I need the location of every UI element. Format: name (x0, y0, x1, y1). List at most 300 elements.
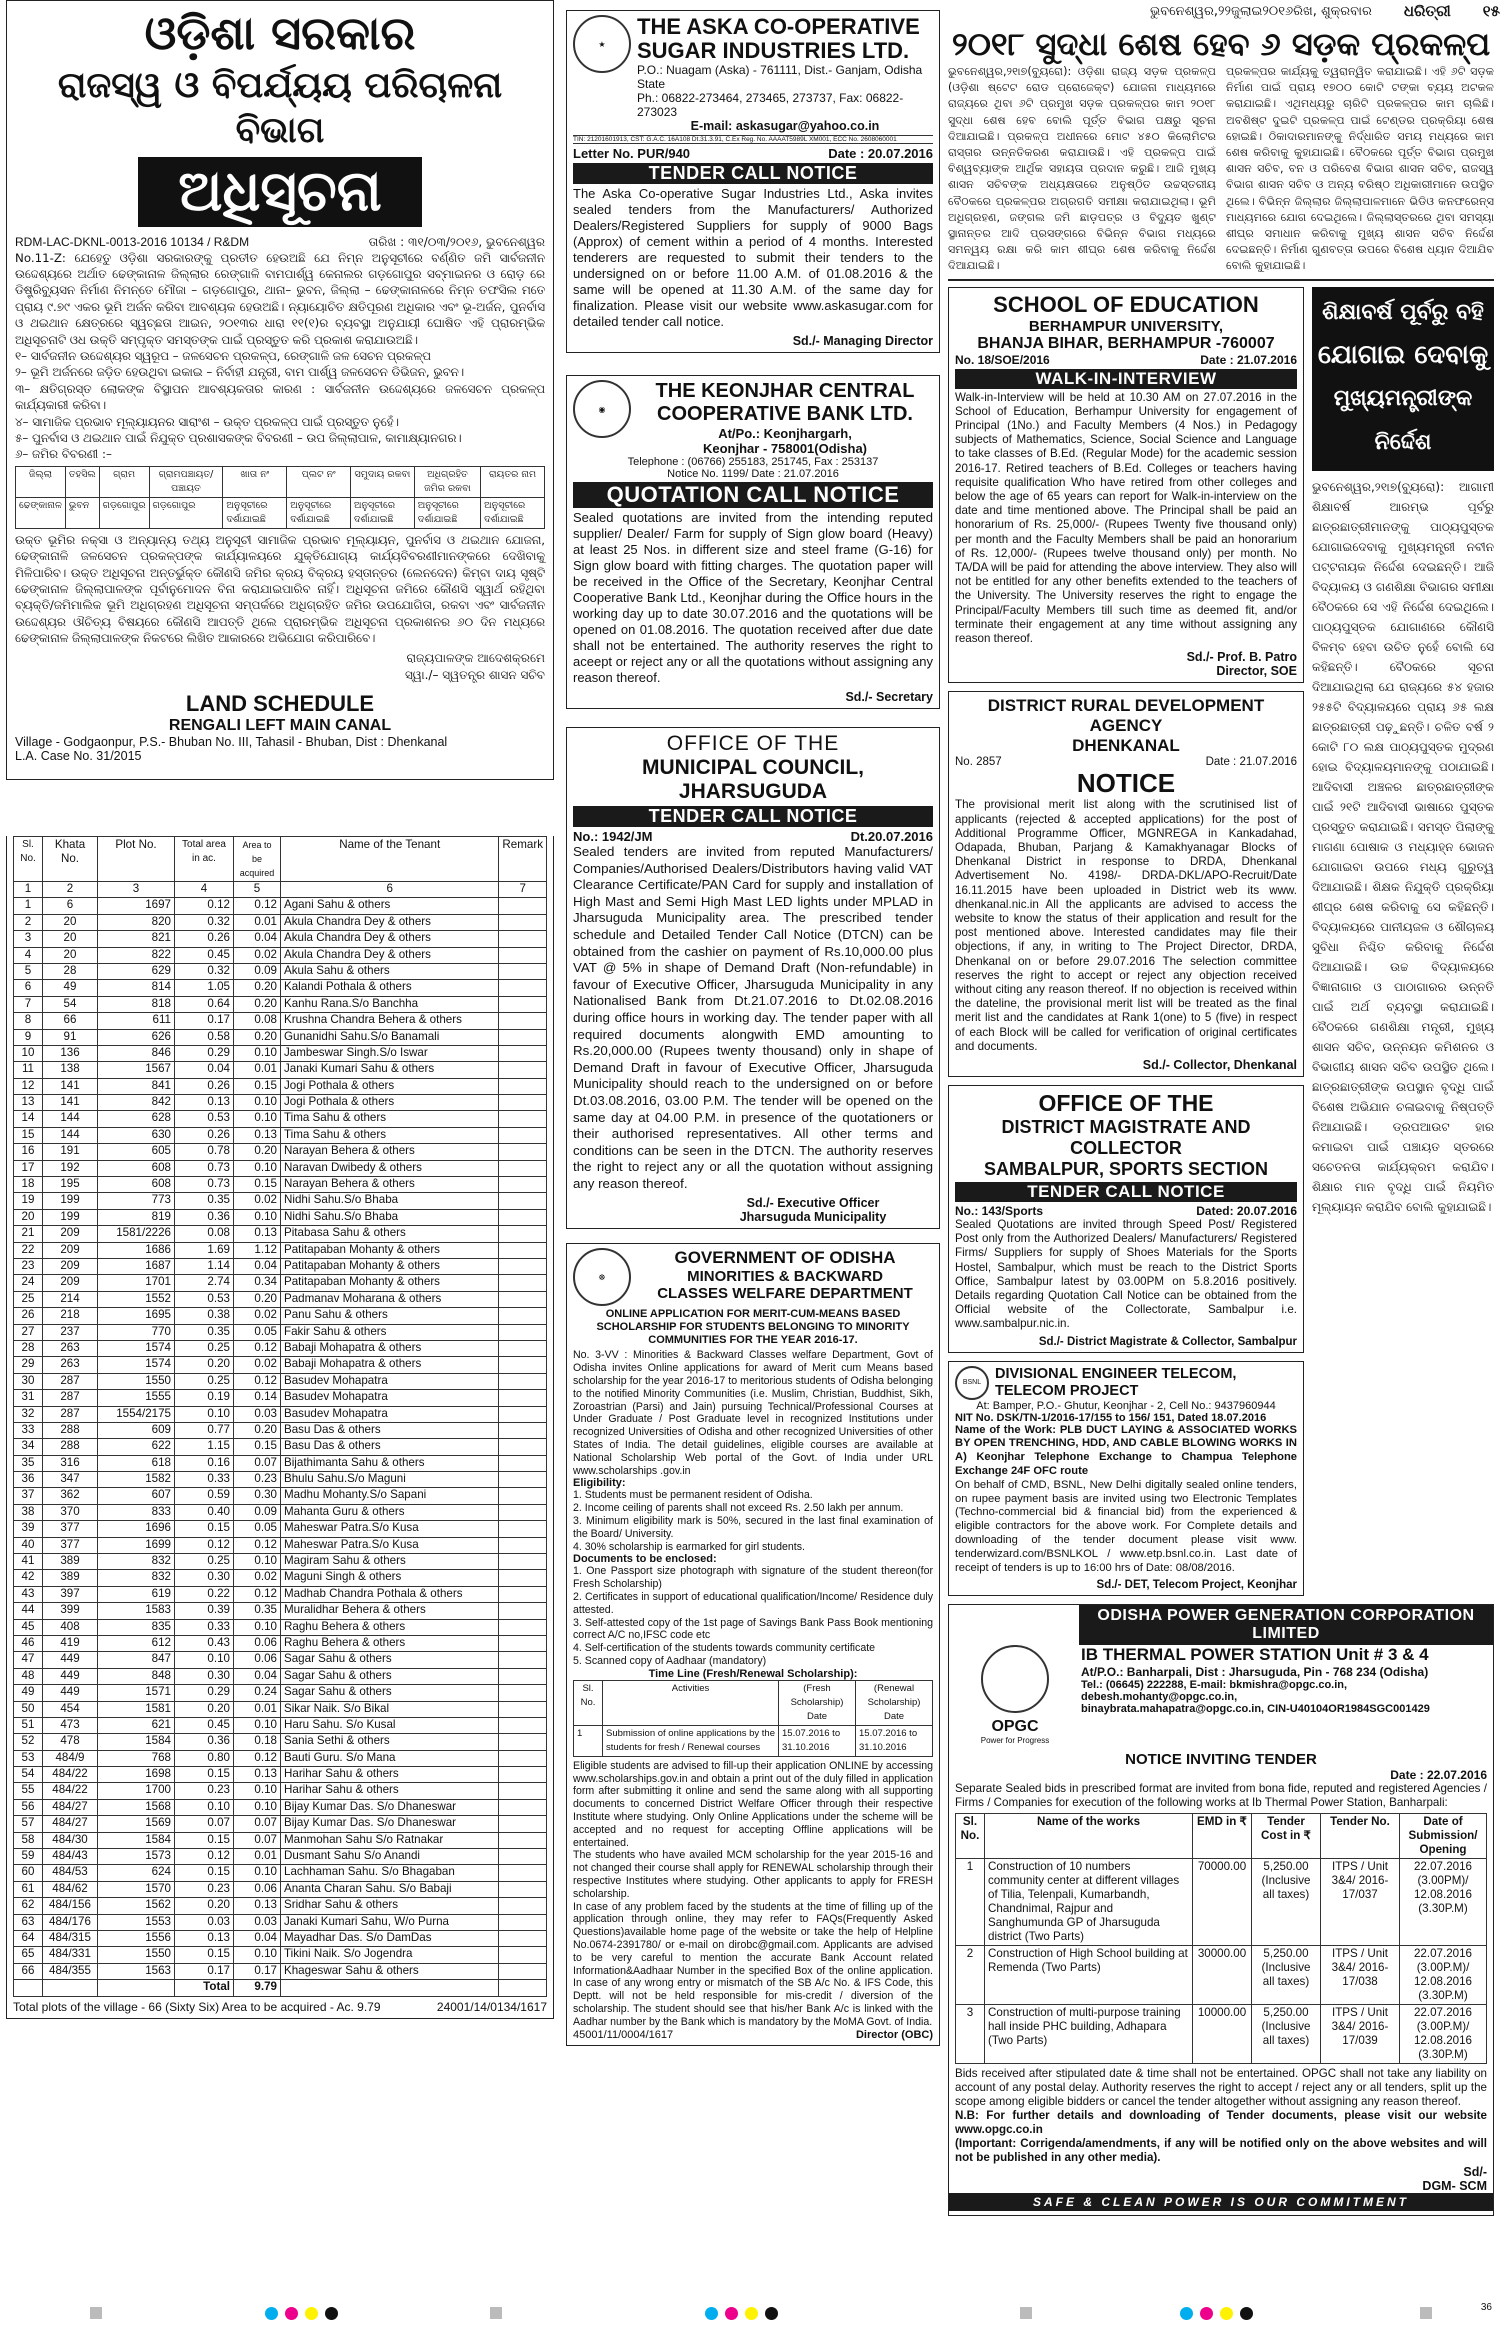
headline-title: ୨୦୧୮ ସୁଦ୍ଧା ଶେଷ ହେବ ୬ ସଡ଼କ ପ୍ରକଳ୍ପ (951, 25, 1491, 63)
table-cell (499, 1472, 547, 1488)
table-cell: 0.23 (175, 1881, 234, 1897)
side-story-heading (1312, 287, 1494, 471)
table-cell: 0.13 (234, 1226, 281, 1242)
table-cell: Sikar Naik. S/o Bikal (281, 1701, 499, 1717)
table-cell: 833 (98, 1504, 175, 1520)
table-cell: 0.10 (175, 1652, 234, 1668)
table-cell: 287 (43, 1390, 98, 1406)
drda-line-2: DHENKANAL (1072, 736, 1180, 756)
table-header: Name of the Tenant (281, 837, 499, 882)
table-cell: 144 (43, 1127, 98, 1143)
masthead-page: ୧୫ (1482, 2, 1500, 20)
table-cell: Sridhar Sahu & others (281, 1898, 499, 1914)
table-header: (Fresh Scholarship) Date (779, 1680, 856, 1725)
timeline-table (573, 1680, 933, 1757)
aska-header (573, 15, 933, 133)
table-row (14, 1258, 547, 1274)
table-cell: Sagar Sahu & others (281, 1668, 499, 1684)
notice-heading (15, 5, 545, 227)
table-cell: 399 (43, 1603, 98, 1619)
table-row (14, 1160, 547, 1176)
table-cell: 40 (14, 1537, 43, 1553)
jharsuguda-date: Dt.20.07.2016 (850, 829, 933, 844)
table-colnum: 4 (175, 882, 234, 898)
table-cell: 0.10 (234, 1160, 281, 1176)
table-cell: 9 (14, 1029, 43, 1045)
table-cell (499, 1111, 547, 1127)
cyan-dot (1180, 2307, 1193, 2320)
table-cell: 1695 (98, 1308, 175, 1324)
table-cell: 39 (14, 1521, 43, 1537)
table-cell: 1.14 (175, 1258, 234, 1274)
table-cell: 1581 (98, 1701, 175, 1717)
table-cell: 0.09 (234, 963, 281, 979)
table-cell: 136 (43, 1045, 98, 1061)
drda-date: Date : 21.07.2016 (1205, 756, 1297, 769)
schedule-footer-text: Total plots of the village - 66 (Sixty Six) Area to be acquired - Ac. 9.79 (13, 1999, 381, 2014)
table-cell: Basudev Mohapatra (281, 1406, 499, 1422)
table-cell: 6 (14, 980, 43, 996)
jharsuguda-sign-1: Sd./- Executive Officer (746, 1196, 880, 1211)
table-cell (499, 1914, 547, 1930)
table-cell: 484/9 (43, 1750, 98, 1766)
jharsuguda-body: Sealed tenders are invited from reputed Manufacturers/ Companies/Authorised Dealers/Distributors having valid VAT Clearance Certificate/PAN Card for supply and installation of High Mast and Semi High Mast LED lights under MPLAD in Jharsuguda Municipality area. The prescribed tender schedule and Detailed Tender Call Notice (DTCN) can be obtained from the cashier on payment of Rs.10,000.00 plus VAT @ 5% in shape of Demand Draft (Non-refundable) in favour of Executive Officer, Jharsuguda Municipality in any Nationalised Bank from Dt.21.07.2016 to Dt.02.08.2016 during office hours in working day. The tender paper with all required documents alongwith EMD amounting to Rs.20,000.00 (Rupees twenty thousand) only in shape of Demand Draft in favour of Executive Officer, Jharsuguda Municipality should reach to the undersigned on or before Dt.03.08.2016, 03.00 P.M. The tender will be opened on the same day at 04.00 P.M. in presence of the quotationers or their authorised representatives. All other terms and conditions can be seen in the DTCN. The authority reserves the right to reject any or all the quotation without assigning any reason thereof. (573, 844, 933, 1191)
table-cell: 0.15 (234, 1439, 281, 1455)
table-cell: 0.04 (234, 1931, 281, 1947)
table-cell: Patitapaban Mohanty & others (281, 1275, 499, 1291)
jharsuguda-no: No.: 1942/JM (573, 829, 653, 844)
table-cell: 419 (43, 1635, 98, 1651)
table-cell: 821 (98, 931, 175, 947)
table-cell: 362 (43, 1488, 98, 1504)
table-cell (499, 1488, 547, 1504)
table-row (14, 1963, 547, 1979)
table-cell: 1697 (98, 898, 175, 914)
table-cell: 0.64 (175, 996, 234, 1012)
table-cell: 0.45 (175, 947, 234, 963)
table-row (14, 1062, 547, 1078)
table-cell: 0.02 (234, 1357, 281, 1373)
table-cell: 195 (43, 1177, 98, 1193)
cyan-dot (705, 2307, 718, 2320)
school-line-1: SCHOOL OF EDUCATION (993, 291, 1259, 317)
table-cell (499, 1144, 547, 1160)
table-cell: 91 (43, 1029, 98, 1045)
table-row (14, 1554, 547, 1570)
table-cell: 1569 (98, 1816, 175, 1832)
table-cell: 0.32 (175, 914, 234, 930)
table-cell: 1584 (98, 1832, 175, 1848)
table-cell: 0.58 (175, 1029, 234, 1045)
table-cell: 1698 (98, 1767, 175, 1783)
table-cell: 0.14 (234, 1390, 281, 1406)
table-cell: 0.01 (234, 914, 281, 930)
drda-notice (948, 691, 1304, 1077)
table-cell: 35 (14, 1455, 43, 1471)
table-cell: 397 (43, 1586, 98, 1602)
table-header: Plot No. (98, 837, 175, 882)
table-cell: 0.03 (234, 1914, 281, 1930)
table-cell: Patitapaban Mohanty & others (281, 1242, 499, 1258)
table-cell: 1.15 (175, 1439, 234, 1455)
side-story-body: ଭୁବନେଶ୍ୱର,୨୧ା୭(ବ୍ୟୁରୋ): ଆଗାମୀ ଶିକ୍ଷାବର୍ଷ ଆରମ୍ଭ ପୂର୍ବରୁ ଛାତ୍ରଛାତ୍ରୀମାନଙ୍କୁ ପାଠ୍ୟପୁସ୍ତକ ଯୋଗାଇଦେବାକୁ ମୁଖ୍ୟମନ୍ତ୍ରୀ ନବୀନ ପଟ୍ଟନାୟକ ନିର୍ଦ୍ଦେଶ ଦେଇଛନ୍ତି। ଆଜି ବିଦ୍ୟାଳୟ ଓ ଗଣଶିକ୍ଷା ବିଭାଗର ସମୀକ୍ଷା ବୈଠକରେ ସେ ଏହି ନିର୍ଦ୍ଦେଶ ଦେଇଥିଲେ। ପାଠ୍ୟପୁସ୍ତକ ଯୋଗାଣରେ କୌଣସି ବିଳମ୍ବ ହେବା ଉଚିତ ନୁହେଁ ବୋଲି ସେ କହିଛନ୍ତି। ବୈଠକରେ ସୂଚନା ଦିଆଯାଇଥିଲା ଯେ ରାଜ୍ୟରେ ୫୪ ହଜାର ୨୫୫ଟି ବିଦ୍ୟାଳୟରେ ପ୍ରାୟ ୬୫ ଲକ୍ଷ ଛାତ୍ରଛାତ୍ରୀ ପଢ଼ୁଛନ୍ତି। ଚଳିତ ବର୍ଷ ୨ କୋଟି ୮୦ ଲକ୍ଷ ପାଠ୍ୟପୁସ୍ତକ ମୁଦ୍ରଣ ହୋଇ ବିଦ୍ୟାଳୟମାନଙ୍କୁ ପଠାଯାଇଛି। ଆଦିବାସୀ ଅଞ୍ଚଳର ଛାତ୍ରଛାତ୍ରୀଙ୍କ ପାଇଁ ୨୧ଟି ଆଦିବାସୀ ଭାଷାରେ ପୁସ୍ତକ ପ୍ରସ୍ତୁତ କରାଯାଇଛି। ସମସ୍ତ ପିଲାଙ୍କୁ ମାଗଣା ପୋଷାକ ଓ ମଧ୍ୟାହ୍ନ ଭୋଜନ ଯୋଗାଇବା ଉପରେ ମଧ୍ୟ ଗୁରୁତ୍ୱ ଦିଆଯାଇଛି। ଶିକ୍ଷକ ନିଯୁକ୍ତି ପ୍ରକ୍ରିୟା ଶୀଘ୍ର ଶେଷ କରିବାକୁ ସେ କହିଛନ୍ତି। ବିଦ୍ୟାଳୟରେ ପାନୀୟଜଳ ଓ ଶୌଚାଳୟ ସୁବିଧା ନିଶ୍ଚିତ କରିବାକୁ ନିର୍ଦ୍ଦେଶ ଦିଆଯାଇଛି। ଉଚ୍ଚ ବିଦ୍ୟାଳୟରେ ବିଜ୍ଞାନାଗାର ଓ ପାଠାଗାରର ଉନ୍ନତି ପାଇଁ ଅର୍ଥ ବ୍ୟବସ୍ଥା କରାଯାଇଛି। ବୈଠକରେ ଗଣଶିକ୍ଷା ମନ୍ତ୍ରୀ, ମୁଖ୍ୟ ଶାସନ ସଚିବ, ଉନ୍ନୟନ କମିଶନର ଓ ବିଭାଗୀୟ ଶାସନ ସଚିବ ଉପସ୍ଥିତ ଥିଲେ। ଛାତ୍ରଛାତ୍ରୀଙ୍କ ଉପସ୍ଥାନ ବୃଦ୍ଧି ପାଇଁ ବିଶେଷ ଅଭିଯାନ ଚଳାଇବାକୁ ନିଷ୍ପତ୍ତି ନିଆଯାଇଛି। ଡ୍ରପଆଉଟ ହାର କମାଇବା ପାଇଁ ପଞ୍ଚାୟତ ସ୍ତରରେ ସଚେତନତା କାର୍ଯ୍ୟକ୍ରମ କରାଯିବ। ଶିକ୍ଷାର ମାନ ବୃଦ୍ଧି ପାଇଁ ନିୟମିତ ମୂଲ୍ୟାୟନ କରାଯିବ ବୋଲି କୁହାଯାଇଛି। (1312, 479, 1494, 1214)
minorities-notice (566, 1243, 940, 2045)
schedule-code: 24001/14/0134/1617 (436, 1999, 547, 2014)
table-cell (499, 1078, 547, 1094)
table-cell: 30 (14, 1373, 43, 1389)
table-cell: 54 (43, 996, 98, 1012)
table-cell: 36 (14, 1472, 43, 1488)
table-cell (499, 1209, 547, 1225)
table-row (14, 1635, 547, 1651)
table-cell: 1700 (98, 1783, 175, 1799)
minorities-header (573, 1248, 933, 1306)
table-row (956, 1946, 1487, 2005)
table-cell (499, 1324, 547, 1340)
table-cell: Construction of High School building at Remenda (Two Parts) (985, 1946, 1193, 2005)
table-cell: 0.30 (234, 1488, 281, 1504)
mid-row (948, 287, 1494, 1605)
table-cell: 484/176 (43, 1914, 98, 1930)
table-colnum: 2 (43, 882, 98, 898)
table-row (14, 931, 547, 947)
table-row (14, 1668, 547, 1684)
sambalpur-line-1: OFFICE OF THE (1038, 1089, 1214, 1116)
table-cell: 484/53 (43, 1865, 98, 1881)
table-cell: 7 (14, 996, 43, 1012)
keonjhar-name-2: COOPERATIVE BANK LTD. (657, 403, 913, 425)
table-cell: Sania Sethi & others (281, 1734, 499, 1750)
table-cell: Pitabasa Sahu & others (281, 1226, 499, 1242)
table-cell: 622 (98, 1439, 175, 1455)
table-cell: 26 (14, 1308, 43, 1324)
table-cell: 63 (14, 1914, 43, 1930)
table-cell: 370 (43, 1504, 98, 1520)
aska-tin: TIN: 21201601913, CST: G.A.C. 16A108 Dt.31.3.91, C.Ex Reg. No. AAAAT5989L XM001, ECC No. 2608060001 (573, 135, 933, 144)
opgc-note-3: (Important: Corrigenda/amendments, if any will be notified only on the above websites and will not be published in any other media). (955, 2137, 1487, 2165)
keonjhar-sign: Sd./- Secretary (845, 690, 933, 704)
opgc-contact: Tel.: (06645) 222288, E-mail: bkmishra@opgc.co.in, debesh.mohanty@opgc.co.in, (1081, 1679, 1348, 1704)
school-bar: WALK-IN-INTERVIEW (955, 369, 1297, 389)
bsnl-logo-icon: BSNL (955, 1366, 989, 1400)
doc-item: 5. Scanned copy of Aadhaar (mandatory) (573, 1655, 767, 1667)
table-cell: 0.25 (175, 1373, 234, 1389)
table-cell (499, 1308, 547, 1324)
table-cell: 15 (14, 1127, 43, 1143)
table-cell: 0.07 (175, 1816, 234, 1832)
table-cell: 2.74 (175, 1275, 234, 1291)
aska-email: E-mail: askasugar@yahoo.co.in (690, 119, 880, 133)
table-cell: 0.04 (175, 1062, 234, 1078)
table-cell: Muralidhar Behera & others (281, 1603, 499, 1619)
notice-points (15, 348, 545, 463)
table-cell: Lachhaman Sahu. S/o Bhagaban (281, 1865, 499, 1881)
dept-title: ରାଜସ୍ୱ ଓ ବିପର୍ଯ୍ୟୟ ପରିଚାଳନା ବିଭାଗ (57, 64, 503, 151)
table-cell: Babaji Mohapatra & others (281, 1340, 499, 1356)
table-cell (499, 1865, 547, 1881)
table-row (14, 1095, 547, 1111)
school-line-2: BERHAMPUR UNIVERSITY, (1028, 317, 1224, 335)
table-cell: 47 (14, 1652, 43, 1668)
table-cell (499, 1275, 547, 1291)
table-cell: 44 (14, 1603, 43, 1619)
table-header-row (574, 1680, 933, 1725)
yellow-dot (1220, 2307, 1233, 2320)
table-cell: 199 (43, 1193, 98, 1209)
table-cell: 13 (14, 1095, 43, 1111)
table-cell: 842 (98, 1095, 175, 1111)
column-tenders (566, 0, 940, 2054)
table-cell: Bhulu Sahu.S/o Maguni (281, 1472, 499, 1488)
table-row (14, 1308, 547, 1324)
table-cell: 18 (14, 1177, 43, 1193)
table-cell: 65 (14, 1947, 43, 1963)
table-cell: 0.12 (234, 1537, 281, 1553)
table-cell: 15.07.2016 to 31.10.2016 (856, 1725, 933, 1756)
bsnl-title: DIVISIONAL ENGINEER TELECOM, TELECOM PROJECT (995, 1365, 1237, 1399)
table-cell: 0.02 (234, 1308, 281, 1324)
table-row (14, 1881, 547, 1897)
table-cell: 389 (43, 1570, 98, 1586)
table-cell: 0.20 (234, 996, 281, 1012)
table-cell (499, 1537, 547, 1553)
table-cell: 0.43 (175, 1635, 234, 1651)
table-cell: 0.80 (175, 1750, 234, 1766)
table-cell: Bijay Kumar Das. S/o Dhaneswar (281, 1799, 499, 1815)
table-cell: 1568 (98, 1799, 175, 1815)
table-cell: 847 (98, 1652, 175, 1668)
table-row (14, 1193, 547, 1209)
land-detail-table (15, 466, 545, 529)
table-cell: 1 (14, 898, 43, 914)
table-cell: 60 (14, 1865, 43, 1881)
table-cell: 20 (14, 1209, 43, 1225)
table-cell: Bauti Guru. S/o Mana (281, 1750, 499, 1766)
bsnl-notice (948, 1361, 1304, 1597)
table-cell: 0.73 (175, 1177, 234, 1193)
table-cell: Narayan Behera & others (281, 1177, 499, 1193)
table-cell: 0.03 (234, 1406, 281, 1422)
table-cell: 1574 (98, 1340, 175, 1356)
grey-square (1020, 2307, 1032, 2319)
table-cell: Khageswar Sahu & others (281, 1963, 499, 1979)
headline-columns (948, 64, 1494, 275)
table-cell: 0.29 (175, 1045, 234, 1061)
table-colnum: 7 (499, 882, 547, 898)
table-cell (499, 1668, 547, 1684)
table-cell (499, 996, 547, 1012)
headline-body-2: ପ୍ରକଳ୍ପର କାର୍ଯ୍ୟକୁ ତ୍ୱରାନ୍ୱିତ କରାଯାଇଛି। ଏହି ୬ଟି ସଡ଼କ ନିର୍ମାଣ ପାଇଁ ପ୍ରାୟ ୧୭୦୦ କୋଟି ଟଙ୍କା ବ୍ୟୟ ଅଟକଳ କରାଯାଇଛି। ଏଥିମଧ୍ୟରୁ ଚାରିଟି ପ୍ରକଳ୍ପର କାମ ଚାଲିଛି। ଅବଶିଷ୍ଟ ଦୁଇଟି ପ୍ରକଳ୍ପ ପାଇଁ ଟେଣ୍ଡର ପ୍ରକ୍ରିୟା ଶେଷ ହୋଇଛି। ଠିକାଦାରମାନଙ୍କୁ ନିର୍ଦ୍ଧାରିତ ସମୟ ମଧ୍ୟରେ କାମ ଶେଷ କରିବାକୁ କୁହାଯାଇଛି। ବୈଠକରେ ପୂର୍ତ୍ତ ବିଭାଗ ପ୍ରମୁଖ ଶାସନ ସଚିବ, ବନ ଓ ପରିବେଶ ବିଭାଗ ଶାସନ ସଚିବ, ରାଜସ୍ୱ ବିଭାଗ ଶାସନ ସଚିବ ଓ ଅନ୍ୟ ବରିଷ୍ଠ ଅଧିକାରୀମାନେ ଉପସ୍ଥିତ ଥିଲେ। ବିଭିନ୍ନ ଜିଲ୍ଲାର ଜିଲ୍ଲାପାଳମାନେ ଭିଡିଓ କନଫରେନ୍ସ ମାଧ୍ୟମରେ ଯୋଗ ଦେଇଥିଲେ। ଜିଲ୍ଲାସ୍ତରରେ ଥିବା ସମସ୍ୟା ଶୀଘ୍ର ସମାଧାନ କରିବାକୁ ମୁଖ୍ୟ ଶାସନ ସଚିବ ନିର୍ଦ୍ଦେଶ ଦେଇଛନ୍ତି। ନିର୍ମାଣ ଗୁଣବତ୍ତା ଉପରେ ବିଶେଷ ଧ୍ୟାନ ଦିଆଯିବ ବୋଲି କୁହାଯାଇଛି। (1226, 65, 1494, 273)
table-cell: 0.18 (234, 1734, 281, 1750)
table-cell: 27 (14, 1324, 43, 1340)
table-row (14, 1422, 547, 1438)
table-cell: 66 (14, 1963, 43, 1979)
table-cell: 56 (14, 1799, 43, 1815)
land-schedule (15, 691, 545, 763)
cyan-dot (265, 2307, 278, 2320)
keonjhar-notice (566, 375, 940, 709)
table-cell: 0.20 (175, 1898, 234, 1914)
table-row (14, 1357, 547, 1373)
table-cell: 32 (14, 1406, 43, 1422)
table-cell: 0.20 (234, 1422, 281, 1438)
table-row (14, 1013, 547, 1029)
table-cell: 626 (98, 1029, 175, 1045)
table-cell (14, 1980, 43, 1996)
table-cell: 43 (14, 1586, 43, 1602)
table-cell: 0.02 (234, 947, 281, 963)
table-cell: 22.07.2016 (3.00P.M)/ 12.08.2016 (3.30P.M) (1400, 2005, 1487, 2064)
table-row (14, 1439, 547, 1455)
table-cell: 0.07 (234, 1832, 281, 1848)
sambalpur-no-row (955, 1204, 1297, 1218)
table-cell: 1550 (98, 1947, 175, 1963)
drda-title: NOTICE (1076, 768, 1176, 799)
table-cell (499, 1554, 547, 1570)
table-cell: 0.23 (175, 1783, 234, 1799)
bsnl-body: On behalf of CMD, BSNL, New Delhi digitally sealed online tenders, on rupee payment basis are invited using two Electronic Templates (Techno-commercial bid & financial bid) from the experienced & eligible contractors for the above work. For Complete details and downloading of the tender document please visit www. tenderwizard.com/BSNLKOL / www.etp.bsnl.co.in. Last date of receipt of tenders is up to 16:00 hrs of Date: 08/08/2016. (955, 1478, 1297, 1574)
keonjhar-phone: Telephone : (06766) 255183, 251745, Fax : 253137 (627, 456, 879, 468)
minorities-footer (573, 2029, 933, 2041)
table-cell: 0.78 (175, 1144, 234, 1160)
print-registration-marks (0, 2292, 1500, 2335)
table-cell: 0.15 (175, 1865, 234, 1881)
table-cell: 832 (98, 1570, 175, 1586)
table-cell: Janaki Kumari Sahu, W/o Purna (281, 1914, 499, 1930)
table-cell: 11 (14, 1062, 43, 1078)
table-cell: 287 (43, 1373, 98, 1389)
drda-line-1: DISTRICT RURAL DEVELOPMENT AGENCY (987, 696, 1265, 736)
table-cell (499, 1832, 547, 1848)
table-cell: Basudev Mohapatra (281, 1390, 499, 1406)
magenta-dot (725, 2307, 738, 2320)
table-header: Activities (603, 1680, 779, 1725)
eligibility-item: 4. 30% scholarship is earmarked for girl students. (573, 1540, 805, 1553)
table-header: ରାୟତର ନାମ (481, 466, 545, 497)
table-cell (499, 947, 547, 963)
table-row (14, 1472, 547, 1488)
table-cell: Agani Sahu & others (281, 898, 499, 914)
table-cell: 0.20 (234, 1029, 281, 1045)
table-cell: 0.08 (175, 1226, 234, 1242)
table-cell: Tima Sahu & others (281, 1111, 499, 1127)
opgc-bar: ODISHA POWER GENERATION CORPORATION LIMITED (1079, 1605, 1493, 1645)
table-cell: 209 (43, 1226, 98, 1242)
table-cell: 0.36 (175, 1734, 234, 1750)
table-cell: 618 (98, 1455, 175, 1471)
table-row (14, 996, 547, 1012)
table-cell: 449 (43, 1668, 98, 1684)
table-header: Date of Submission/ Opening (1400, 1814, 1487, 1859)
table-cell: 0.15 (175, 1521, 234, 1537)
table-cell: 0.13 (234, 1127, 281, 1143)
table-cell (499, 1504, 547, 1520)
table-cell: Gunanidhi Sahu.S/o Banamali (281, 1029, 499, 1045)
sambalpur-bar: TENDER CALL NOTICE (955, 1182, 1297, 1202)
table-row (14, 914, 547, 930)
table-header: ଗ୍ରାମପଞ୍ଚାୟତ/ ପଞ୍ଚାୟତ (149, 466, 223, 497)
ref-number: RDM-LAC-DKNL-0013-2016 10134 / R&DM (15, 234, 250, 249)
table-cell: Krushna Chandra Behera & others (281, 1013, 499, 1029)
table-header: Total area in ac. (175, 837, 234, 882)
table-cell: 630 (98, 1127, 175, 1143)
table-cell: Dusmant Sahu S/o Anandi (281, 1849, 499, 1865)
grey-square (1420, 2307, 1432, 2319)
aska-address: P.O.: Nuagam (Aska) - 761111, Dist.- Ganjam, Odisha State (637, 63, 923, 91)
table-cell (281, 1980, 499, 1996)
school-sign-2: Director, SOE (1216, 664, 1297, 679)
table-cell (499, 1619, 547, 1635)
side-head-3: ମୁଖ୍ୟମନ୍ତ୍ରୀଙ୍କ ନିର୍ଦ୍ଦେଶ (1333, 385, 1473, 455)
table-cell: 449 (43, 1652, 98, 1668)
table-row (14, 1177, 547, 1193)
table-cell: 0.15 (175, 1947, 234, 1963)
grey-square (490, 2307, 502, 2319)
table-cell: 0.07 (234, 1816, 281, 1832)
doc-item: 3. Self-attested copy of the 1st page of Savings Bank Pass Book mentioning correct A/C no,IFSC code etc (573, 1616, 933, 1642)
eligibility-item: 2. Income ceiling of parents shall not exceed Rs. 2.50 lakh per annum. (573, 1502, 904, 1515)
table-cell: 1555 (98, 1390, 175, 1406)
table-cell: ଢେଙ୍କାନାଳ (16, 497, 66, 528)
table-cell: 0.34 (234, 1275, 281, 1291)
keonjhar-name-1: THE KEONJHAR CENTRAL (655, 380, 915, 402)
table-cell: 54 (14, 1767, 43, 1783)
table-row (14, 980, 547, 996)
table-cell: 0.39 (175, 1603, 234, 1619)
table-header: Remark (499, 837, 547, 882)
table-row (14, 1504, 547, 1520)
table-cell: Magiram Sahu & others (281, 1554, 499, 1570)
table-cell: 1573 (98, 1849, 175, 1865)
table-cell: Harihar Sahu & others (281, 1783, 499, 1799)
table-cell (499, 1931, 547, 1947)
table-header: ତହସିଲ (65, 466, 99, 497)
table-cell: 0.10 (234, 1554, 281, 1570)
sambalpur-line-3: SAMBALPUR, SPORTS SECTION (983, 1158, 1269, 1179)
table-row (14, 1029, 547, 1045)
table-cell: 31 (14, 1390, 43, 1406)
table-cell (499, 963, 547, 979)
table-cell (98, 1980, 175, 1996)
table-cell: 58 (14, 1832, 43, 1848)
table-row (14, 1619, 547, 1635)
aska-name-2: SUGAR INDUSTRIES LTD. (637, 38, 910, 63)
table-cell (43, 1980, 98, 1996)
magenta-dot (285, 2307, 298, 2320)
table-cell: Submission of online applications by the students for fresh / Renewal courses (603, 1725, 779, 1756)
table-cell: 0.06 (234, 1881, 281, 1897)
table-cell: 0.01 (234, 1701, 281, 1717)
ref-date: ତାରିଖ : ୩୧/୦୩/୨୦୧୬, ଭୁବନେଶ୍ୱର (368, 234, 545, 249)
table-cell: Mahanta Guru & others (281, 1504, 499, 1520)
table-row (14, 1750, 547, 1766)
table-cell: 0.13 (175, 1931, 234, 1947)
table-cell: Bijathimanta Sahu & others (281, 1455, 499, 1471)
table-cell: 1583 (98, 1603, 175, 1619)
table-cell: 1.12 (234, 1242, 281, 1258)
table-row (14, 1488, 547, 1504)
table-cell: 1582 (98, 1472, 175, 1488)
side-head-1: ଶିକ୍ଷାବର୍ଷ ପୂର୍ବରୁ ବହି (1322, 299, 1484, 325)
opgc-table-body (956, 1859, 1487, 2064)
keonjhar-body: Sealed quotations are invited from the intending reputed supplier/ Dealer/ Farm for supply of Sign glow board (Heavy) at least 25 Nos. in different size and steel frame (G-16) for Sign glow board with fitting charges. The quotation paper will be received in the Office of the Secretary, Keonjhar Central Cooperative Bank Ltd., Keonjhar during the Office hours in the working day up to date 30.07.2016 and the quotations will be opened on 01.08.2016. The quotation received after due date shall not be entertained. The authority reserves the right to aceept or reject any or all the quotations without assigning any reason thereof. (573, 510, 933, 685)
column-right (948, 24, 1494, 2224)
table-cell: Janaki Kumari Sahu & others (281, 1062, 499, 1078)
table-cell: Maheswar Patra.S/o Kusa (281, 1521, 499, 1537)
table-row (14, 1799, 547, 1815)
minorities-bullet: Eligible students are advised to fill-up their application ONLINE by accessing www.scholarships.gov.in and obtain a print out of the duly filled in application form after submitting it online and send the same along with all supporting documents to concerned District Welfare Officer through their respective Institute where studying. Only Online Applications under the scheme will be accepted and no request for accepting Offline applications will be entertained. (573, 1759, 933, 1849)
school-sign-1: Sd./- Prof. B. Patro (1186, 650, 1297, 665)
